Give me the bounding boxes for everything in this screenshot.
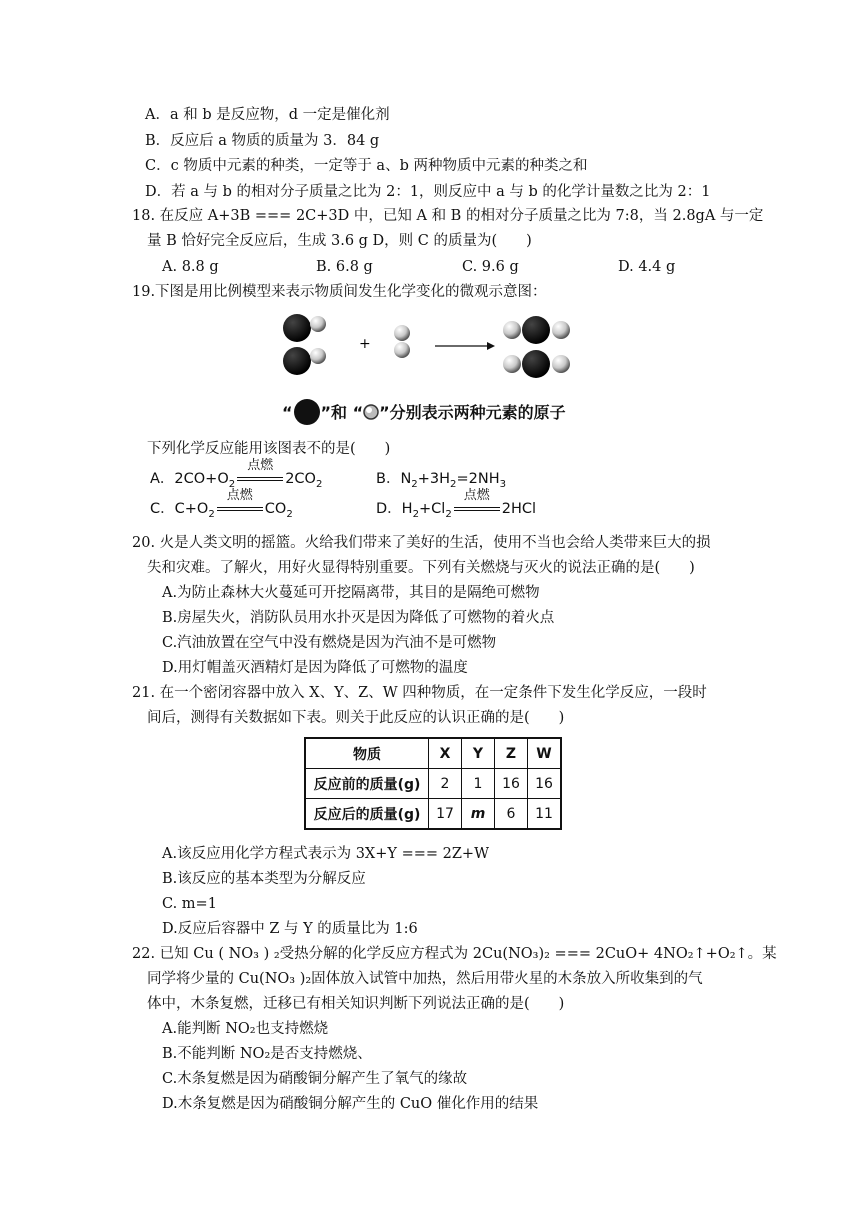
atom-legend: “ ”和 “ ”分别表示两种元素的原子 [282, 398, 566, 426]
product-molecule-1 [503, 316, 570, 344]
q21-option-c: C. m=1 [162, 896, 217, 912]
q19-option-c: C．$C+O_2$ 点燃 $CO_2$ [150, 488, 293, 520]
q20-stem-line2: 失和灾难。了解火，用好火显得特别重要。下列有关燃烧与灭火的说法正确的是( ) [147, 560, 695, 576]
q22-stem-line1: 22. 已知 Cu ( NO₃ ) ₂受热分解的化学反应方程式为 2Cu(NO₃)₂ === 2CuO+ 4NO₂↑+O₂↑。某 [132, 946, 777, 962]
q22-option-d: D.木条复燃是因为硝酸铜分解产生的 CuO 催化作用的结果 [162, 1096, 539, 1112]
white-atom-icon [363, 404, 379, 420]
q20-stem-line1: 20. 火是人类文明的摇篮。火给我们带来了美好的生活，使用不当也会给人类带来巨大的损 [132, 535, 711, 551]
q19-option-b: B．$N_2+3H_2=2NH_3$ [376, 471, 507, 490]
molecule-model-diagram [275, 306, 585, 388]
q17-option-a: A．a 和 b 是反应物，d 一定是催化剂 [145, 107, 390, 123]
reactant-molecule-3 [394, 325, 410, 358]
q22-stem-line3: 体中，木条复燃，迁移已有相关知识判断下列说法正确的是( ) [147, 996, 565, 1012]
reactant-molecule-2 [283, 347, 326, 375]
q18-option-a: A. 8.8 g [162, 259, 219, 275]
q21-stem-line2: 间后，测得有关数据如下表。则关于此反应的认识正确的是( ) [147, 710, 565, 726]
q19-question: 下列化学反应能用该图表不的是( ) [147, 441, 391, 457]
q19-option-a: A．$2CO+O_2$ 点燃 $2CO_2$ [150, 458, 323, 490]
table-header-row: 物质 X Y Z W [305, 738, 561, 769]
reactant-molecule-1 [283, 314, 326, 342]
q18-option-d: D. 4.4 g [618, 259, 676, 275]
q20-option-c: C.汽油放置在空气中没有燃烧是因为汽油不是可燃物 [162, 635, 497, 651]
q20-option-d: D.用灯帽盖灭酒精灯是因为降低了可燃物的温度 [162, 660, 468, 676]
q22-option-c: C.木条复燃是因为硝酸铜分解产生了氧气的缘故 [162, 1071, 468, 1087]
q22-stem-line2: 同学将少量的 Cu(NO₃ )₂固体放入试管中加热，然后用带火星的木条放入所收集到的气 [147, 971, 703, 987]
q21-option-b: B.该反应的基本类型为分解反应 [162, 871, 366, 887]
q21-option-a: A.该反应用化学方程式表示为 3X+Y === 2Z+W [162, 846, 489, 862]
q19-stem: 19.下图是用比例模型来表示物质间发生化学变化的微观示意图： [132, 284, 547, 300]
q21-stem-line1: 21. 在一个密闭容器中放入 X、Y、Z、W 四种物质，在一定条件下发生化学反应，一段时 [132, 685, 707, 701]
q17-option-b: B．反应后 a 物质的质量为 3．84 g [145, 133, 380, 149]
black-atom-icon [293, 398, 321, 426]
q17-option-d: D．若 a 与 b 的相对分子质量之比为 2：1，则反应中 a 与 b 的化学计量数之比为 2：1 [145, 184, 711, 200]
q17-option-c: C．c 物质中元素的种类，一定等于 a、b 两种物质中元素的种类之和 [145, 158, 588, 174]
q19-option-d: D．$H_2+Cl_2$ 点燃 2HCl [376, 488, 537, 520]
mass-data-table [304, 737, 562, 830]
product-molecule-2 [503, 350, 570, 378]
table-row: 反应前的质量(g) 2 1 16 16 [305, 769, 561, 799]
q22-option-a: A.能判断 NO₂也支持燃烧 [162, 1021, 329, 1037]
q18-stem-line1: 18. 在反应 A+3B === 2C+3D 中，已知 A 和 B 的相对分子质量之比为 7:8，当 2.8gA 与一定 [132, 208, 764, 224]
table-row: 反应后的质量(g) 17 m 6 11 [305, 799, 561, 830]
q20-option-b: B.房屋失火，消防队员用水扑灭是因为降低了可燃物的着火点 [162, 610, 555, 626]
q18-option-b: B. 6.8 g [316, 259, 373, 275]
q18-stem-line2: 量 B 恰好完全反应后，生成 3.6 g D，则 C 的质量为( ) [147, 233, 532, 249]
q18-option-c: C. 9.6 g [462, 259, 519, 275]
q21-option-d: D.反应后容器中 Z 与 Y 的质量比为 1:6 [162, 921, 418, 937]
q20-option-a: A.为防止森林大火蔓延可开挖隔离带，其目的是隔绝可燃物 [162, 585, 540, 601]
plus-sign: + [359, 336, 371, 352]
q22-option-b: B.不能判断 NO₂是否支持燃烧、 [162, 1046, 372, 1062]
